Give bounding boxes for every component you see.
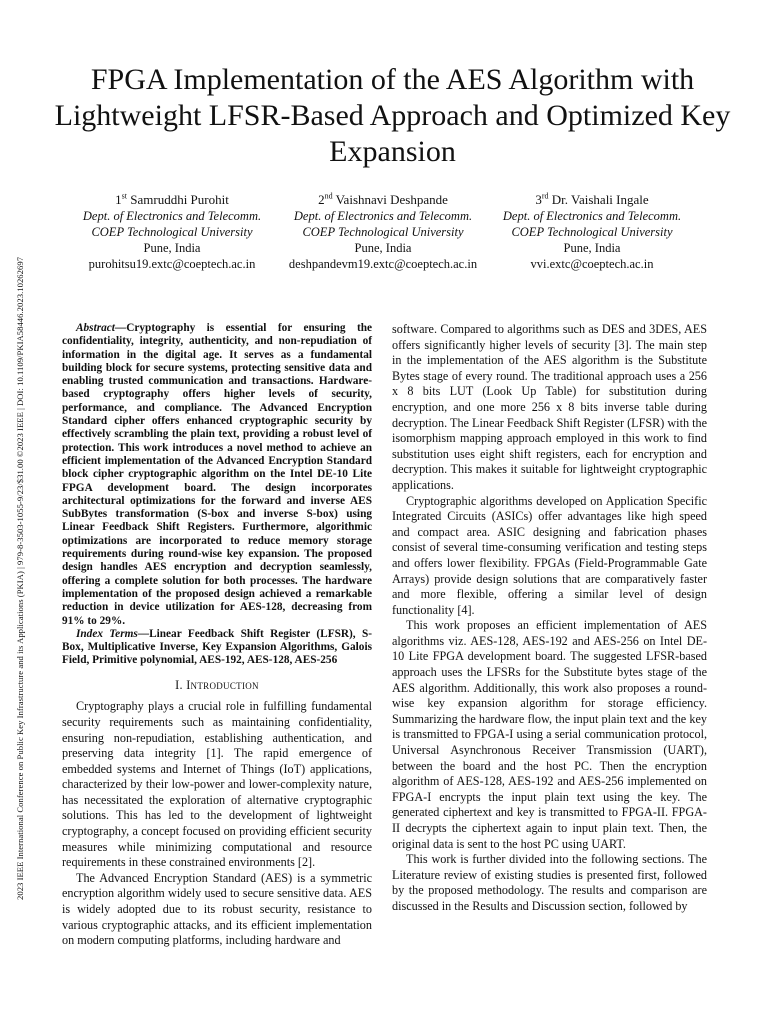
author-block-1 <box>57 192 287 272</box>
author-ordinal-sup: st <box>121 191 127 201</box>
index-terms-label: Index Terms <box>76 627 138 640</box>
doi-sidebar-text: 2023 IEEE International Conference on Public Key Infrastructure and its Applications (PKIA) | 979-8-3503-1055-9/23/$31.00 ©2023 IEEE | DOI: 10.1109/PKIA58446.2023.10262697 <box>15 256 25 900</box>
author-name <box>477 192 707 208</box>
left-column <box>62 322 372 949</box>
paper-title: FPGA Implementation of the AES Algorithm with Lightweight LFSR-Based Approach and Optimized Key Expansion <box>54 63 731 168</box>
author-email: deshpandevm19.extc@coeptech.ac.in <box>288 257 478 271</box>
author-dept: Dept. of Electronics and Telecomm. <box>502 209 682 223</box>
paragraph: The Advanced Encryption Standard (AES) is a symmetric encryption algorithm widely used to secure sensitive data. AES is widely adopted due to its robust security, resistance to various cryptographic attacks, and its efficient implementation on modern computing platforms, including hardware and <box>62 870 372 948</box>
author-city: Pune, India <box>143 241 201 255</box>
author-ordinal-sup: rd <box>541 191 549 201</box>
abstract-label: Abstract <box>76 322 115 334</box>
author-univ: COEP Technological University <box>511 225 673 239</box>
author-email: purohitsu19.extc@coeptech.ac.in <box>88 257 256 271</box>
author-name-text: Dr. Vaishali Ingale <box>551 192 649 207</box>
author-univ: COEP Technological University <box>91 225 253 239</box>
author-univ: COEP Technological University <box>302 225 464 239</box>
right-column <box>392 322 707 915</box>
paragraph: This work proposes an efficient implementation of AES algorithms viz. AES-128, AES-192 and AES-256 on Intel DE-10 Lite FPGA development board. The suggested LFSR-based approach uses the LFSRs for the Substitute bytes stage of the AES algorithm. Additionally, this work also proposes a round-wise key expansion algorithm for storage efficiency. Summarizing the hardware flow, the input plain text and the key is transmitted to FPGA-I using a serial communication protocol, Universal Asynchronous Receiver Transmission (UART), between the board and the host PC. Then the encryption algorithm of AES-128, AES-192 and AES-256 implemented on FPGA-I encrypts the input plain text using the key. The generated ciphertext and key is transmitted to FPGA-II. FPGA-II decrypts the ciphertext again to input plain text. Then, the original data is sent to the host PC using UART. <box>392 618 707 851</box>
author-name <box>268 192 498 208</box>
author-block-3 <box>477 192 707 272</box>
abstract <box>62 322 372 628</box>
section-heading <box>62 678 372 694</box>
section-number: I. <box>175 677 183 692</box>
author-name <box>57 192 287 208</box>
paragraph: This work is further divided into the following sections. The Literature review of existing studies is presented first, followed by the proposed methodology. The results and comparison are discussed in the Results and Discussion section, followed by <box>392 852 707 913</box>
author-dept: Dept. of Electronics and Telecomm. <box>293 209 473 223</box>
author-name-text: Vaishnavi Deshpande <box>335 192 448 207</box>
author-block-2 <box>268 192 498 272</box>
section-title: Introduction <box>186 677 259 692</box>
abstract-text: —Cryptography is essential for ensuring the confidentiality, integrity, authenticity, and non-repudiation of information in the digital age. It serves as a fundamental building block for secure systems, protecting sensitive data and enabling trusted communication and transactions. Hardware-based cryptography offers higher levels of security, performance, and compliance. The Advanced Encryption Standard cipher offers enhanced cryptographic security by effectively scrambling the plain text, providing a robust level of protection. This work introduces a novel method to achieve an efficient implementation of the Advanced Encryption Standard block cipher cryptographic algorithm on the Intel DE-10 Lite FPGA development board. The design incorporates architectural optimizations for the forward and inverse AES SubBytes transformation (S-box and inverse S-box) using Linear Feedback Shift Registers. Furthermore, algorithmic optimizations are incorporated to reduce memory storage requirements during round-wise key expansion. The proposed design handles AES encryption and decryption seamlessly, offering a complete solution for both processes. The hardware implementation of the proposed design achieved a remarkable reduction in device utilization for AES-128, decreasing from 91% to 29%. <box>62 322 372 627</box>
author-ordinal: 2 <box>318 192 325 207</box>
author-city: Pune, India <box>563 241 621 255</box>
index-terms <box>62 628 372 668</box>
author-ordinal-sup: nd <box>324 191 333 201</box>
author-ordinal: 1 <box>115 192 122 207</box>
author-name-text: Samruddhi Purohit <box>130 192 229 207</box>
paragraph: Cryptographic algorithms developed on Application Specific Integrated Circuits (ASICs) offer advantages like high speed and compact area. ASIC designing and fabrication phases consist of several time-consuming verification and testing steps and offers lower flexibility. FPGAs (Field-Programmable Gate Arrays) provide design solutions that are comparatively faster and more flexible, offering a similar level of design functionality [4]. <box>392 493 707 617</box>
paragraph: Cryptography plays a crucial role in fulfilling fundamental security requirements such as maintaining confidentiality, ensuring non-repudiation, establishing authentication, and preserving data integrity [1]. The rapid emergence of embedded systems and Internet of Things (IoT) applications, characterized by their low-power and lower-complexity nature, has necessitated the exploration of alternative cryptographic solutions. This has led to the development of lightweight cryptography, a concept focused on providing efficient security measures while minimizing computational and resource requirements in these constrained environments [2]. <box>62 699 372 870</box>
index-terms-text: —Linear Feedback Shift Register (LFSR), S-Box, Multiplicative Inverse, Key Expansion Algorithms, Galois Field, Primitive polynomial, AES-192, AES-128, AES-256 <box>62 627 372 667</box>
author-dept: Dept. of Electronics and Telecomm. <box>82 209 262 223</box>
paragraph: software. Compared to algorithms such as DES and 3DES, AES offers significantly higher levels of security [3]. The main step in the implementation of the AES algorithm is the Substitute Bytes stage of every round. The traditional approach uses a 256 x 8 bits LUT (Look Up Table) for substitution during encryption, and one more 256 x 8 bits inverse table during decryption. The Linear Feedback Shift Register (LFSR) with the isomorphism mapping approach employed in this work to find substitution uses eight shift registers, each for encryption and decryption. This makes it suitable for lightweight cryptographic applications. <box>392 322 707 492</box>
author-city: Pune, India <box>354 241 412 255</box>
author-ordinal: 3 <box>535 192 542 207</box>
author-email: vvi.extc@coeptech.ac.in <box>530 257 654 271</box>
doi-sidebar <box>4 120 26 900</box>
